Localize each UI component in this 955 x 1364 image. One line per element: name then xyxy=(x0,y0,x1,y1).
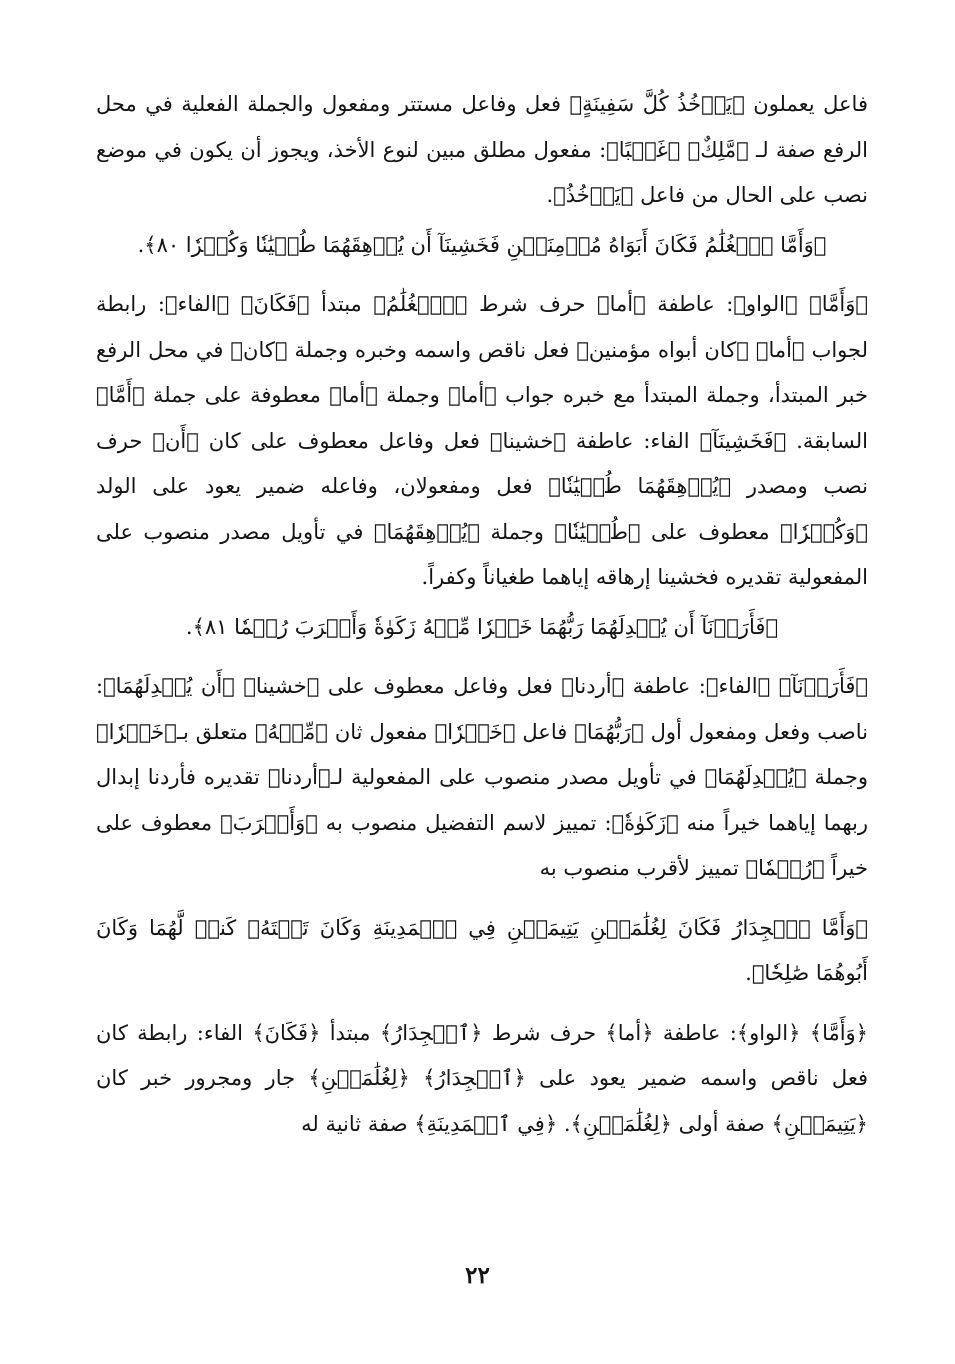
paragraph-commentary-1: فاعل يعملون ﴿يَأۡخُذُ كُلَّ سَفِينَةٍ﴾ فعل وفاعل مستتر ومفعول والجملة الفعلية في محل الرفع صفة لـ ﴿مَّلِكٌ﴾ ﴿غَصۡبًا﴾: مفعول مطلق مبين لنوع الأخذ، ويجوز أن يكون في موضع نصب على الحال من فاعل ﴿يَأۡخُذُ﴾. xyxy=(96,92,868,207)
paragraph-commentary-4: ﴿وَأَمَّا﴾ ﴿الواو﴾: عاطفة ﴿أما﴾ حرف شرط ﴿ٱلۡجِدَارُ﴾ مبتدأ ﴿فَكَانَ﴾ الفاء: رابطة كان فعل ناقص واسمه ضمير يعود على ﴿ٱلۡجِدَارُ﴾ ﴿لِغُلَٰمَيۡنِ﴾ جار ومجرور خبر كان ﴿يَتِيمَيۡنِ﴾ صفة أولى ﴿لِغُلَٰمَيۡنِ﴾. ﴿فِي ٱلۡمَدِينَةِ﴾ صفة ثانية له xyxy=(96,1020,868,1136)
quran-verse-82: ﴿وَأَمَّا ٱلۡجِدَارُ فَكَانَ لِغُلَٰمَيۡنِ يَتِيمَيۡنِ فِي ٱلۡمَدِينَةِ وَكَانَ تَحۡتَهُۥ كَنزٞ لَّهُمَا وَكَانَ أَبُوهُمَا صَٰلِحٗا﴾. xyxy=(96,915,868,985)
quran-verse-80: ﴿وَأَمَّا ٱلۡغُلَٰمُ فَكَانَ أَبَوَاهُ مُؤۡمِنَيۡنِ فَخَشِينَآ أَن يُرۡهِقَهُمَا طُغۡيَٰنٗا وَكُفۡرٗا ٨٠﴾. xyxy=(137,232,827,257)
page-number: ٢٢ xyxy=(465,1262,490,1289)
page-body xyxy=(96,82,868,1147)
paragraph-commentary-3: ﴿فَأَرَدۡنَآ﴾ ﴿الفاء﴾: عاطفة ﴿أردنا﴾ فعل وفاعل معطوف على ﴿خشينا﴾ ﴿أَن يُبۡدِلَهُمَا﴾: ناصب وفعل ومفعول أول ﴿رَبُّهُمَا﴾ فاعل ﴿خَيۡرٗا﴾ مفعول ثان ﴿مِّنۡهُ﴾ متعلق بـ﴿خَيۡرٗا﴾ وجملة ﴿يُبۡدِلَهُمَا﴾ في تأويل مصدر منصوب على المفعولية لـ﴿أردنا﴾ تقديره فأردنا إبدال ربهما إياهما خيراً منه ﴿زَكَوٰةٗ﴾: تمييز لاسم التفضيل منصوب به ﴿وَأَقۡرَبَ﴾ معطوف على خيراً ﴿رُحۡمٗا﴾ تمييز لأقرب منصوب به xyxy=(96,674,868,880)
paragraph-commentary-2: ﴿وَأَمَّا﴾ ﴿الواو﴾: عاطفة ﴿أما﴾ حرف شرط ﴿ٱلۡغُلَٰمُ﴾ مبتدأ ﴿فَكَانَ﴾ ﴿الفاء﴾: رابطة لجواب ﴿أما﴾ ﴿كان أبواه مؤمنين﴾ فعل ناقص واسمه وخبره وجملة ﴿كان﴾ في محل الرفع خبر المبتدأ، وجملة المبتدأ مع خبره جواب ﴿أما﴾ وجملة ﴿أما﴾ معطوفة على جملة ﴿أَمَّا﴾ السابقة. ﴿فَخَشِينَآ﴾ الفاء: عاطفة ﴿خشينا﴾ فعل وفاعل معطوف على كان ﴿أَن﴾ حرف نصب ومصدر ﴿يُرۡهِقَهُمَا طُغۡيَٰنٗا﴾ فعل ومفعولان، وفاعله ضمير يعود على الولد ﴿وَكُفۡرٗا﴾ معطوف على ﴿طُغۡيَٰنٗا﴾ وجملة ﴿يُرۡهِقَهُمَا﴾ في تأويل مصدر منصوب على المفعولية تقديره فخشينا إرهاقه إياهما طغياناً وكفراً. xyxy=(96,292,868,589)
quran-verse-81: ﴿فَأَرَدۡنَآ أَن يُبۡدِلَهُمَا رَبُّهُمَا خَيۡرٗا مِّنۡهُ زَكَوٰةٗ وَأَقۡرَبَ رُحۡمٗا ٨١﴾. xyxy=(185,614,779,639)
